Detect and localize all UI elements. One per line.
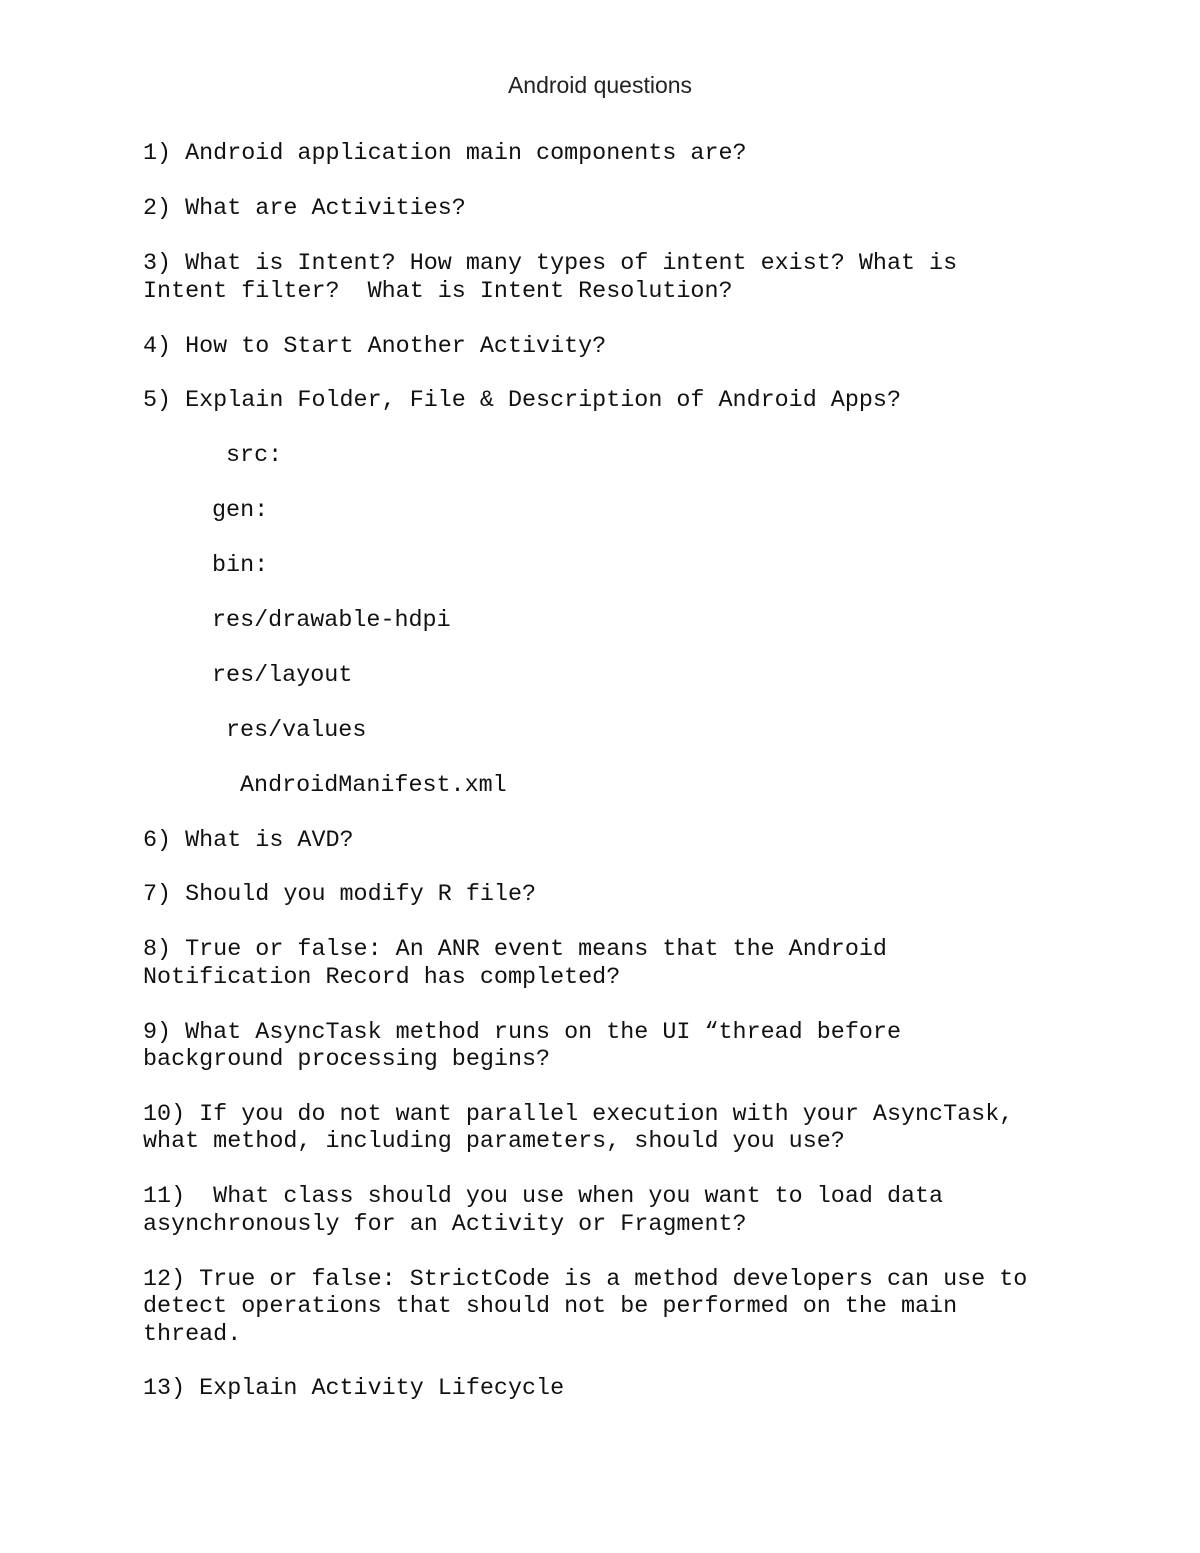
question-1: 1) Android application main components are? bbox=[143, 141, 747, 167]
folder-res-drawable-hdpi: res/drawable-hdpi bbox=[212, 608, 451, 634]
question-13: 13) Explain Activity Lifecycle bbox=[143, 1376, 565, 1402]
folder-res-layout: res/layout bbox=[212, 663, 353, 689]
question-9-line-2: background processing begins? bbox=[143, 1047, 551, 1073]
question-3-line-1: 3) What is Intent? How many types of intent exist? What is bbox=[143, 251, 958, 277]
file-android-manifest: AndroidManifest.xml bbox=[240, 773, 507, 799]
question-12-line-2: detect operations that should not be performed on the main bbox=[143, 1294, 958, 1320]
folder-res-values: res/values bbox=[226, 718, 367, 744]
question-9-line-1: 9) What AsyncTask method runs on the UI “thread before bbox=[143, 1020, 901, 1046]
question-7: 7) Should you modify R file? bbox=[143, 882, 537, 908]
question-3-line-2: Intent filter? What is Intent Resolution? bbox=[143, 279, 733, 305]
folder-bin: bin: bbox=[212, 553, 269, 579]
question-11-line-1: 11) What class should you use when you want to load data bbox=[143, 1184, 944, 1210]
question-12-line-1: 12) True or false: StrictCode is a method developers can use to bbox=[143, 1267, 1028, 1293]
question-10-line-1: 10) If you do not want parallel execution with your AsyncTask, bbox=[143, 1102, 1014, 1128]
page-title: Android questions bbox=[507, 72, 693, 98]
folder-gen: gen: bbox=[212, 498, 269, 524]
question-4: 4) How to Start Another Activity? bbox=[143, 334, 607, 360]
question-10-line-2: what method, including parameters, should you use? bbox=[143, 1129, 845, 1155]
question-5: 5) Explain Folder, File & Description of Android Apps? bbox=[143, 388, 901, 414]
question-8-line-1: 8) True or false: An ANR event means that the Android bbox=[143, 937, 887, 963]
question-12-line-3: thread. bbox=[143, 1322, 242, 1348]
question-6: 6) What is AVD? bbox=[143, 828, 354, 854]
question-2: 2) What are Activities? bbox=[143, 196, 466, 222]
question-8-line-2: Notification Record has completed? bbox=[143, 965, 621, 991]
folder-src: src: bbox=[226, 443, 283, 469]
question-11-line-2: asynchronously for an Activity or Fragment? bbox=[143, 1212, 747, 1238]
